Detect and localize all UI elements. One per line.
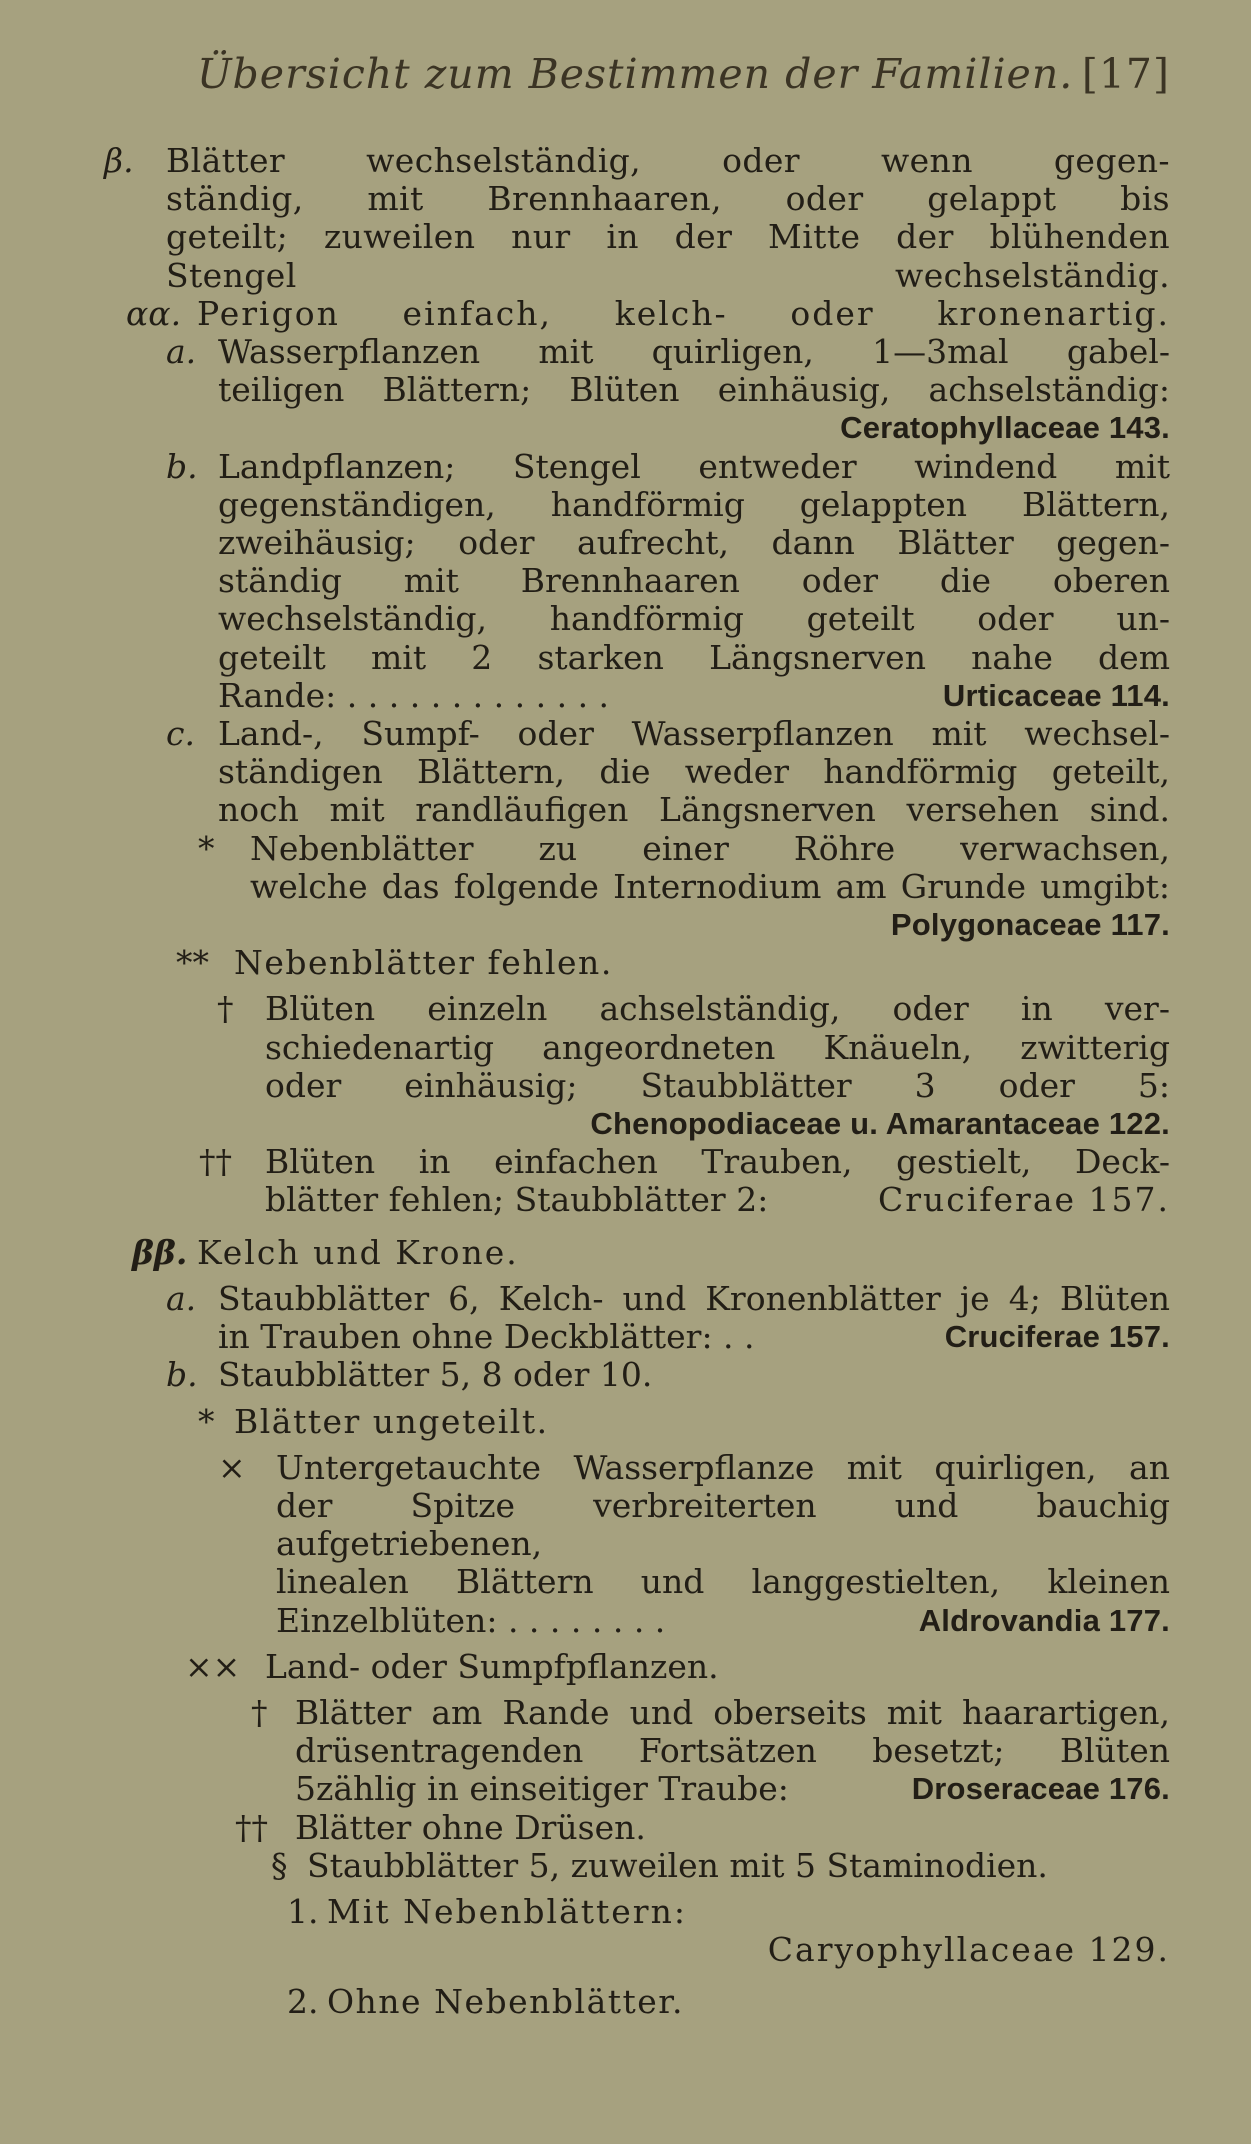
entry-label: a. <box>166 332 197 372</box>
entry-text: Nebenblätter zu einer Röhre verwachsen, welche das folgende Internodium am Grunde umgibt: <box>250 828 1170 906</box>
entry-label: × <box>218 1447 246 1487</box>
entry-text: Land- oder Sumpfpflanzen. <box>265 1646 719 1686</box>
family-ref: Urticaceae 114. <box>942 677 1170 713</box>
key-entry-star <box>198 828 1170 945</box>
entry-text: Land-, Sumpf- oder Wasserpflanzen mit wechsel- ständigen Blättern, die weder handförmig geteilt, noch mit randläufigen Längsnerven versehen sind. <box>218 714 1170 830</box>
entry-label: β. <box>104 141 134 180</box>
key-body <box>0 142 1251 2022</box>
key-entry-double-dagger-no-glands <box>235 1807 1170 1847</box>
entry-label: b. <box>166 1355 198 1395</box>
entry-text: Blätter ungeteilt. <box>234 1401 549 1441</box>
running-title: Übersicht zum Bestimmen der Familien. <box>197 50 1074 98</box>
entry-text-last: Rande: . . . . . . . . . . . . . <box>218 675 610 715</box>
family-ref: Aldrovandia 177. <box>918 1602 1170 1638</box>
key-entry-beta-beta <box>132 1232 1170 1272</box>
entry-text: Perigon einfach, kelch- oder kronenartig. <box>197 293 1170 333</box>
family-ref: Ceratophyllaceae 143. <box>840 410 1170 446</box>
key-entry-c <box>166 714 1170 830</box>
entry-label: * <box>198 1401 215 1441</box>
entry-label: ** <box>176 943 209 983</box>
key-entry-times <box>218 1447 1170 1640</box>
entry-label: a. <box>166 1278 197 1318</box>
entry-text-last: 5zählig in einseitiger Traube: <box>295 1769 789 1809</box>
key-entry-section <box>271 1845 1170 1885</box>
last-line <box>218 1318 1170 1356</box>
entry-label: αα. <box>126 293 182 333</box>
entry-text: Blüten einzeln achselständig, oder in ver- schiedenartig angeordneten Knäueln, zwitterig oder einhäusig; Staubblätter 3 oder 5: <box>265 989 1170 1105</box>
entry-label: † <box>251 1692 268 1732</box>
key-entry-star-undivided <box>198 1401 1170 1441</box>
family-ref: Chenopodiaceae u. Amarantaceae 122. <box>590 1106 1170 1142</box>
running-header <box>197 50 1170 110</box>
entry-text: Ohne Nebenblätter. <box>327 1982 684 2022</box>
entry-text: Staubblätter 5, 8 oder 10. <box>218 1355 653 1395</box>
entry-label: †† <box>199 1142 232 1182</box>
entry-text: Staubblätter 6, Kelch- und Kronenblätter je 4; Blüten <box>218 1278 1170 1318</box>
entry-text-last: blätter fehlen; Staubblätter 2: <box>265 1180 769 1220</box>
entry-text: Blätter am Rande und oberseits mit haarartigen, drüsentragenden Fortsätzen besetzt; Blüten <box>295 1692 1170 1771</box>
last-line <box>265 1181 1170 1219</box>
key-entry-dagger-glands <box>251 1692 1170 1809</box>
entry-text: Mit Nebenblättern: <box>327 1891 687 1931</box>
entry-label: ×× <box>185 1646 241 1686</box>
entry-text: Staubblätter 5, zuweilen mit 5 Staminodien. <box>307 1845 1048 1885</box>
entry-text: Wasserpflanzen mit quirligen, 1—3mal gabel- teiligen Blättern; Blüten einhäusig, achselständig: <box>218 332 1170 410</box>
family-ref: Caryophyllaceae 129. <box>767 1930 1170 1970</box>
key-entry-a-water <box>166 332 1170 448</box>
entry-label: * <box>198 828 215 868</box>
entry-label: 2. <box>287 1982 319 2022</box>
entry-text: Landpflanzen; Stengel entweder windend mit gegenständigen, handförmig gelappten Blättern, zweihäusig; oder aufrecht, dann Blätter gegen- ständig mit Brennhaaren oder die oberen wechselständig, handförmig geteilt oder un- geteilt mit 2 starken Längsnerven nahe dem <box>218 446 1170 677</box>
family-ref: Polygonaceae 117. <box>890 907 1170 943</box>
entry-text: Untergetauchte Wasserpflanze mit quirligen, an der Spitze verbreiterten und bauchig aufgetriebenen, linealen Blättern und langgestielten, kleinen <box>276 1447 1170 1602</box>
last-line <box>295 1770 1170 1808</box>
entry-text: Blätter wechselständig, oder wenn gegen- ständig, mit Brennhaaren, oder gelappt bis geteilt; zuweilen nur in der Mitte der blühenden Stengel wechselständig. <box>166 141 1170 295</box>
entry-label: § <box>271 1845 288 1885</box>
entry-text: Blätter ohne Drüsen. <box>295 1807 646 1847</box>
entry-text: Nebenblätter fehlen. <box>234 943 613 983</box>
entry-label: b. <box>166 446 198 486</box>
entry-label: c. <box>166 714 195 754</box>
entry-label: †† <box>235 1807 268 1847</box>
key-entry-b-stamens <box>166 1355 1170 1395</box>
entry-label: 1. <box>287 1891 319 1931</box>
key-entry-double-star <box>176 943 1170 983</box>
key-entry-beta <box>104 141 1170 295</box>
key-entry-dagger <box>217 989 1170 1143</box>
entry-text: Blüten in einfachen Trauben, gestielt, Deck- <box>265 1142 1170 1182</box>
key-entry-b-land <box>166 446 1170 715</box>
key-entry-1 <box>287 1891 1170 1970</box>
last-line <box>218 677 1170 715</box>
family-ref: Cruciferae 157. <box>877 1180 1170 1220</box>
key-entry-2 <box>287 1982 1170 2022</box>
last-line <box>276 1602 1170 1640</box>
page-number: [17] <box>1081 50 1170 98</box>
key-entry-a-stamens <box>166 1278 1170 1357</box>
key-entry-alpha-alpha <box>126 293 1170 333</box>
entry-text: Kelch und Krone. <box>197 1232 519 1272</box>
entry-label: ββ. <box>132 1232 188 1272</box>
key-entry-double-times <box>185 1646 1170 1686</box>
entry-label: † <box>217 989 234 1029</box>
family-ref: Cruciferae 157. <box>944 1319 1170 1355</box>
key-entry-double-dagger <box>199 1142 1170 1220</box>
entry-text-last: in Trauben ohne Deckblätter: . . <box>218 1317 755 1357</box>
entry-text-last: Einzelblüten: . . . . . . . . <box>276 1600 666 1640</box>
family-ref: Droseraceae 176. <box>911 1771 1170 1807</box>
